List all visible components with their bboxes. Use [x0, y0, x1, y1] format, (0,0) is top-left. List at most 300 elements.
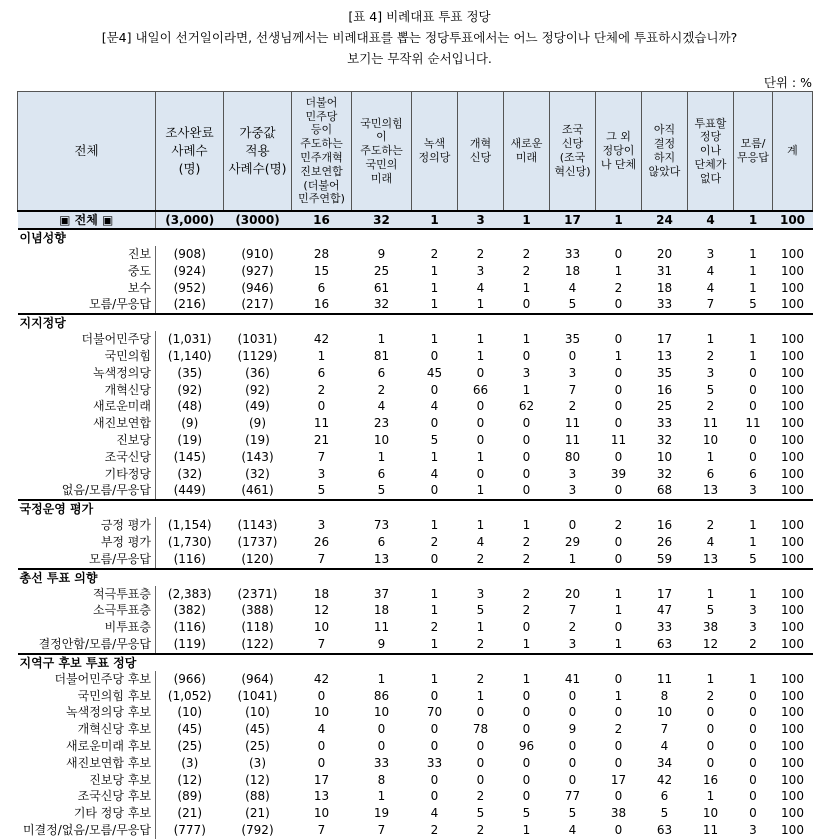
table-cell: 1: [412, 263, 458, 280]
table-cell: 2: [352, 382, 412, 399]
table-cell: 2: [504, 551, 550, 569]
table-cell: 100: [773, 636, 813, 654]
table-cell: 17: [596, 772, 642, 789]
table-cell: 26: [292, 534, 352, 551]
table-cell: 2: [412, 822, 458, 839]
row-label: 새로운미래: [18, 398, 156, 415]
table-cell: 12: [292, 602, 352, 619]
row-label: 새로운미래 후보: [18, 738, 156, 755]
section-title: 지역구 후보 투표 정당: [18, 654, 813, 671]
table-cell: 0: [734, 788, 773, 805]
row-label: 녹색정의당 후보: [18, 704, 156, 721]
table-cell: 5: [642, 805, 688, 822]
table-cell: 10: [292, 704, 352, 721]
table-cell: 6: [688, 466, 734, 483]
table-row: [18, 772, 813, 789]
table-cell: 8: [642, 688, 688, 705]
table-cell: 10: [688, 432, 734, 449]
table-cell: 10: [352, 432, 412, 449]
table-cell: 0: [412, 738, 458, 755]
row-label: 새진보연합 후보: [18, 755, 156, 772]
table-cell: 17: [550, 211, 596, 229]
table-cell: 3: [734, 619, 773, 636]
table-cell: 1: [458, 449, 504, 466]
table-cell: (924): [156, 263, 224, 280]
column-header: 계: [773, 92, 813, 212]
table-cell: 7: [292, 636, 352, 654]
row-label: 녹색정의당: [18, 365, 156, 382]
table-cell: 100: [773, 805, 813, 822]
table-cell: 4: [550, 280, 596, 297]
row-label: 결정안함/모름/무응답: [18, 636, 156, 654]
table-cell: (1,154): [156, 517, 224, 534]
table-cell: (21): [156, 805, 224, 822]
table-cell: 6: [734, 466, 773, 483]
table-cell: 6: [292, 280, 352, 297]
results-table: [17, 91, 813, 839]
row-label: 조국신당: [18, 449, 156, 466]
table-cell: 3: [458, 586, 504, 603]
table-cell: 4: [412, 805, 458, 822]
table-cell: (12): [224, 772, 292, 789]
table-cell: 100: [773, 721, 813, 738]
table-row: [18, 755, 813, 772]
table-cell: 6: [352, 365, 412, 382]
table-cell: 3: [550, 365, 596, 382]
row-label: 비투표층: [18, 619, 156, 636]
table-cell: 1: [412, 671, 458, 688]
table-cell: (45): [224, 721, 292, 738]
table-cell: (952): [156, 280, 224, 297]
table-cell: 100: [773, 551, 813, 569]
table-cell: 7: [292, 551, 352, 569]
section-title: 총선 투표 의향: [18, 569, 813, 586]
table-cell: 24: [642, 211, 688, 229]
table-cell: 0: [734, 365, 773, 382]
table-cell: 100: [773, 432, 813, 449]
table-cell: 13: [642, 348, 688, 365]
table-cell: (122): [224, 636, 292, 654]
table-cell: 39: [596, 466, 642, 483]
table-cell: 10: [642, 449, 688, 466]
table-cell: 3: [504, 365, 550, 382]
table-cell: 2: [458, 671, 504, 688]
table-cell: 33: [642, 619, 688, 636]
table-cell: 0: [734, 688, 773, 705]
table-cell: 16: [292, 296, 352, 314]
row-label: 개혁신당 후보: [18, 721, 156, 738]
table-row: [18, 296, 813, 314]
section-header-row: [18, 314, 813, 331]
table-cell: 1: [504, 382, 550, 399]
table-cell: (12): [156, 772, 224, 789]
table-cell: 2: [458, 822, 504, 839]
table-cell: 32: [352, 211, 412, 229]
table-cell: 0: [292, 398, 352, 415]
table-cell: 1: [458, 296, 504, 314]
column-header: 녹색 정의당: [412, 92, 458, 212]
table-cell: 17: [292, 772, 352, 789]
table-cell: 1: [596, 348, 642, 365]
table-cell: 32: [352, 296, 412, 314]
row-label: 부정 평가: [18, 534, 156, 551]
table-cell: 8: [352, 772, 412, 789]
table-cell: 100: [773, 602, 813, 619]
row-label: 소극투표층: [18, 602, 156, 619]
table-cell: (88): [224, 788, 292, 805]
table-cell: 11: [734, 415, 773, 432]
table-cell: (3000): [224, 211, 292, 229]
table-cell: 0: [688, 704, 734, 721]
table-cell: 1: [734, 586, 773, 603]
table-cell: 0: [596, 331, 642, 348]
table-cell: 0: [734, 704, 773, 721]
table-cell: (461): [224, 482, 292, 500]
total-row: [18, 211, 813, 229]
table-cell: (449): [156, 482, 224, 500]
row-label: 기타정당: [18, 466, 156, 483]
table-row: [18, 704, 813, 721]
row-label: 조국신당 후보: [18, 788, 156, 805]
table-cell: (36): [224, 365, 292, 382]
table-cell: 4: [550, 822, 596, 839]
table-cell: 70: [412, 704, 458, 721]
table-cell: 1: [458, 331, 504, 348]
table-cell: (1,140): [156, 348, 224, 365]
table-cell: 35: [550, 331, 596, 348]
table-row: [18, 586, 813, 603]
table-cell: 7: [688, 296, 734, 314]
column-header: 그 외 정당이 나 단체: [596, 92, 642, 212]
table-cell: 100: [773, 738, 813, 755]
table-cell: (946): [224, 280, 292, 297]
table-cell: 47: [642, 602, 688, 619]
table-cell: 0: [734, 805, 773, 822]
table-cell: 1: [412, 331, 458, 348]
table-cell: 33: [352, 755, 412, 772]
table-row: [18, 619, 813, 636]
table-cell: 13: [292, 788, 352, 805]
table-cell: 9: [352, 246, 412, 263]
table-cell: 33: [412, 755, 458, 772]
section-header-row: [18, 229, 813, 246]
table-cell: 1: [734, 280, 773, 297]
table-cell: 9: [352, 636, 412, 654]
table-cell: 1: [596, 636, 642, 654]
table-cell: (19): [156, 432, 224, 449]
table-cell: 1: [504, 822, 550, 839]
table-cell: 0: [458, 415, 504, 432]
table-cell: 0: [550, 738, 596, 755]
table-cell: (9): [224, 415, 292, 432]
row-label: 모름/무응답: [18, 551, 156, 569]
table-header: [18, 92, 813, 212]
table-cell: 28: [292, 246, 352, 263]
table-cell: (908): [156, 246, 224, 263]
column-header: 개혁 신당: [458, 92, 504, 212]
table-cell: 100: [773, 382, 813, 399]
table-cell: 18: [642, 280, 688, 297]
table-cell: 0: [596, 382, 642, 399]
table-cell: 1: [734, 211, 773, 229]
table-cell: 2: [458, 636, 504, 654]
table-row: [18, 432, 813, 449]
table-cell: 100: [773, 755, 813, 772]
table-cell: 1: [688, 788, 734, 805]
table-cell: 11: [550, 432, 596, 449]
table-cell: 7: [352, 822, 412, 839]
table-cell: 13: [688, 482, 734, 500]
table-cell: 100: [773, 263, 813, 280]
table-cell: (964): [224, 671, 292, 688]
table-cell: 100: [773, 822, 813, 839]
row-label: 보수: [18, 280, 156, 297]
table-cell: 1: [352, 331, 412, 348]
table-cell: 0: [504, 348, 550, 365]
table-cell: (1041): [224, 688, 292, 705]
table-cell: (9): [156, 415, 224, 432]
table-cell: 4: [642, 738, 688, 755]
table-cell: 77: [550, 788, 596, 805]
table-cell: 35: [642, 365, 688, 382]
table-cell: 1: [688, 586, 734, 603]
table-cell: 0: [458, 772, 504, 789]
table-cell: 100: [773, 704, 813, 721]
table-cell: 4: [688, 263, 734, 280]
table-cell: 63: [642, 822, 688, 839]
table-cell: 0: [550, 755, 596, 772]
table-cell: 0: [596, 415, 642, 432]
table-cell: 1: [352, 788, 412, 805]
table-cell: 25: [642, 398, 688, 415]
table-cell: 17: [642, 586, 688, 603]
table-cell: 11: [642, 671, 688, 688]
table-cell: 1: [734, 517, 773, 534]
table-cell: (1,031): [156, 331, 224, 348]
table-cell: 2: [688, 688, 734, 705]
table-cell: 0: [292, 688, 352, 705]
table-cell: 2: [734, 636, 773, 654]
table-cell: 18: [292, 586, 352, 603]
table-cell: 78: [458, 721, 504, 738]
table-cell: 1: [412, 449, 458, 466]
table-cell: 0: [458, 738, 504, 755]
table-cell: 5: [734, 296, 773, 314]
table-cell: 3: [458, 263, 504, 280]
section-header-row: [18, 500, 813, 517]
table-cell: 4: [292, 721, 352, 738]
table-cell: (1031): [224, 331, 292, 348]
table-cell: 1: [352, 449, 412, 466]
table-cell: 0: [734, 398, 773, 415]
table-cell: 0: [688, 721, 734, 738]
table-cell: (49): [224, 398, 292, 415]
table-cell: 0: [458, 365, 504, 382]
table-cell: 2: [458, 246, 504, 263]
table-cell: 32: [642, 432, 688, 449]
row-label: 적극투표층: [18, 586, 156, 603]
table-cell: 0: [412, 415, 458, 432]
table-cell: 0: [352, 738, 412, 755]
table-cell: 0: [352, 721, 412, 738]
table-cell: 73: [352, 517, 412, 534]
table-cell: 11: [352, 619, 412, 636]
table-row: [18, 602, 813, 619]
table-cell: 100: [773, 586, 813, 603]
table-cell: 1: [596, 688, 642, 705]
section-header-row: [18, 569, 813, 586]
row-label: 미결정/없음/모름/무응답: [18, 822, 156, 839]
unit-label: 단위 : %: [763, 75, 812, 90]
table-cell: 100: [773, 348, 813, 365]
table-cell: (792): [224, 822, 292, 839]
table-cell: 1: [734, 263, 773, 280]
table-cell: 0: [596, 619, 642, 636]
table-cell: (25): [224, 738, 292, 755]
table-cell: 0: [734, 449, 773, 466]
table-cell: 0: [596, 296, 642, 314]
table-cell: 32: [642, 466, 688, 483]
table-row: [18, 517, 813, 534]
table-cell: 11: [596, 432, 642, 449]
question-text: [문4] 내일이 선거일이라면, 선생님께서는 비례대표를 뽑는 정당투표에서는 어느 정당이나 단체에 투표하시겠습니까?: [101, 30, 738, 45]
table-cell: 4: [688, 534, 734, 551]
column-header: 조국 신당 (조국 혁신당): [550, 92, 596, 212]
table-cell: 66: [458, 382, 504, 399]
table-cell: 100: [773, 619, 813, 636]
table-cell: (216): [156, 296, 224, 314]
table-row: [18, 449, 813, 466]
table-cell: 2: [292, 382, 352, 399]
table-cell: 1: [352, 671, 412, 688]
table-cell: (32): [156, 466, 224, 483]
table-cell: 5: [458, 805, 504, 822]
table-cell: 0: [504, 619, 550, 636]
section-header-row: [18, 654, 813, 671]
table-cell: 0: [596, 788, 642, 805]
table-cell: 2: [504, 602, 550, 619]
table-cell: 0: [504, 415, 550, 432]
table-cell: 10: [642, 704, 688, 721]
table-cell: (1129): [224, 348, 292, 365]
table-cell: 4: [458, 534, 504, 551]
table-cell: 5: [688, 602, 734, 619]
table-cell: 0: [596, 534, 642, 551]
table-cell: 0: [550, 517, 596, 534]
table-cell: 0: [596, 246, 642, 263]
table-cell: 1: [550, 551, 596, 569]
table-cell: 0: [734, 721, 773, 738]
table-cell: 0: [504, 482, 550, 500]
table-cell: 3: [734, 822, 773, 839]
table-cell: (3,000): [156, 211, 224, 229]
table-cell: 1: [412, 636, 458, 654]
table-row: [18, 348, 813, 365]
table-cell: 0: [292, 738, 352, 755]
table-cell: (382): [156, 602, 224, 619]
table-cell: 6: [292, 365, 352, 382]
table-cell: 42: [642, 772, 688, 789]
table-cell: 38: [688, 619, 734, 636]
table-cell: (927): [224, 263, 292, 280]
table-cell: 0: [596, 704, 642, 721]
column-header: 전체: [18, 92, 156, 212]
table-cell: (35): [156, 365, 224, 382]
column-header: 조사완료 사례수 (명): [156, 92, 224, 212]
question-note: 보기는 무작위 순서입니다.: [347, 51, 492, 66]
table-cell: 0: [412, 348, 458, 365]
table-cell: 1: [292, 348, 352, 365]
table-cell: (19): [224, 432, 292, 449]
table-cell: 16: [642, 382, 688, 399]
table-cell: 41: [550, 671, 596, 688]
table-cell: 0: [412, 551, 458, 569]
table-body: [18, 211, 813, 839]
table-cell: 13: [688, 551, 734, 569]
table-cell: 13: [352, 551, 412, 569]
table-cell: 0: [458, 398, 504, 415]
table-cell: 5: [550, 805, 596, 822]
table-cell: 15: [292, 263, 352, 280]
table-cell: (1,730): [156, 534, 224, 551]
table-cell: 9: [550, 721, 596, 738]
table-cell: 4: [412, 398, 458, 415]
table-cell: (92): [156, 382, 224, 399]
table-cell: (119): [156, 636, 224, 654]
table-row: [18, 246, 813, 263]
row-label: 국민의힘: [18, 348, 156, 365]
table-cell: (118): [224, 619, 292, 636]
table-cell: 16: [642, 517, 688, 534]
table-row: [18, 466, 813, 483]
table-cell: (1737): [224, 534, 292, 551]
table-cell: 0: [596, 551, 642, 569]
column-header: 투표할 정당 이나 단체가 없다: [688, 92, 734, 212]
table-cell: 0: [412, 772, 458, 789]
table-cell: (92): [224, 382, 292, 399]
table-cell: 0: [734, 382, 773, 399]
table-cell: 20: [550, 586, 596, 603]
table-cell: 100: [773, 772, 813, 789]
table-cell: 4: [688, 280, 734, 297]
table-cell: (116): [156, 619, 224, 636]
table-cell: (45): [156, 721, 224, 738]
table-row: [18, 805, 813, 822]
table-cell: (388): [224, 602, 292, 619]
table-cell: 5: [688, 382, 734, 399]
table-cell: 1: [504, 280, 550, 297]
table-cell: 3: [734, 602, 773, 619]
table-cell: (145): [156, 449, 224, 466]
table-row: [18, 688, 813, 705]
table-cell: 0: [734, 738, 773, 755]
table-row: [18, 534, 813, 551]
table-cell: 1: [504, 517, 550, 534]
table-cell: 1: [504, 331, 550, 348]
table-cell: (32): [224, 466, 292, 483]
table-cell: (1143): [224, 517, 292, 534]
table-cell: 59: [642, 551, 688, 569]
table-cell: 2: [688, 517, 734, 534]
table-cell: 1: [596, 602, 642, 619]
table-cell: 100: [773, 415, 813, 432]
table-row: [18, 636, 813, 654]
table-cell: 2: [688, 398, 734, 415]
table-cell: 11: [688, 415, 734, 432]
table-cell: 1: [458, 517, 504, 534]
table-cell: 0: [504, 466, 550, 483]
table-cell: 1: [412, 517, 458, 534]
